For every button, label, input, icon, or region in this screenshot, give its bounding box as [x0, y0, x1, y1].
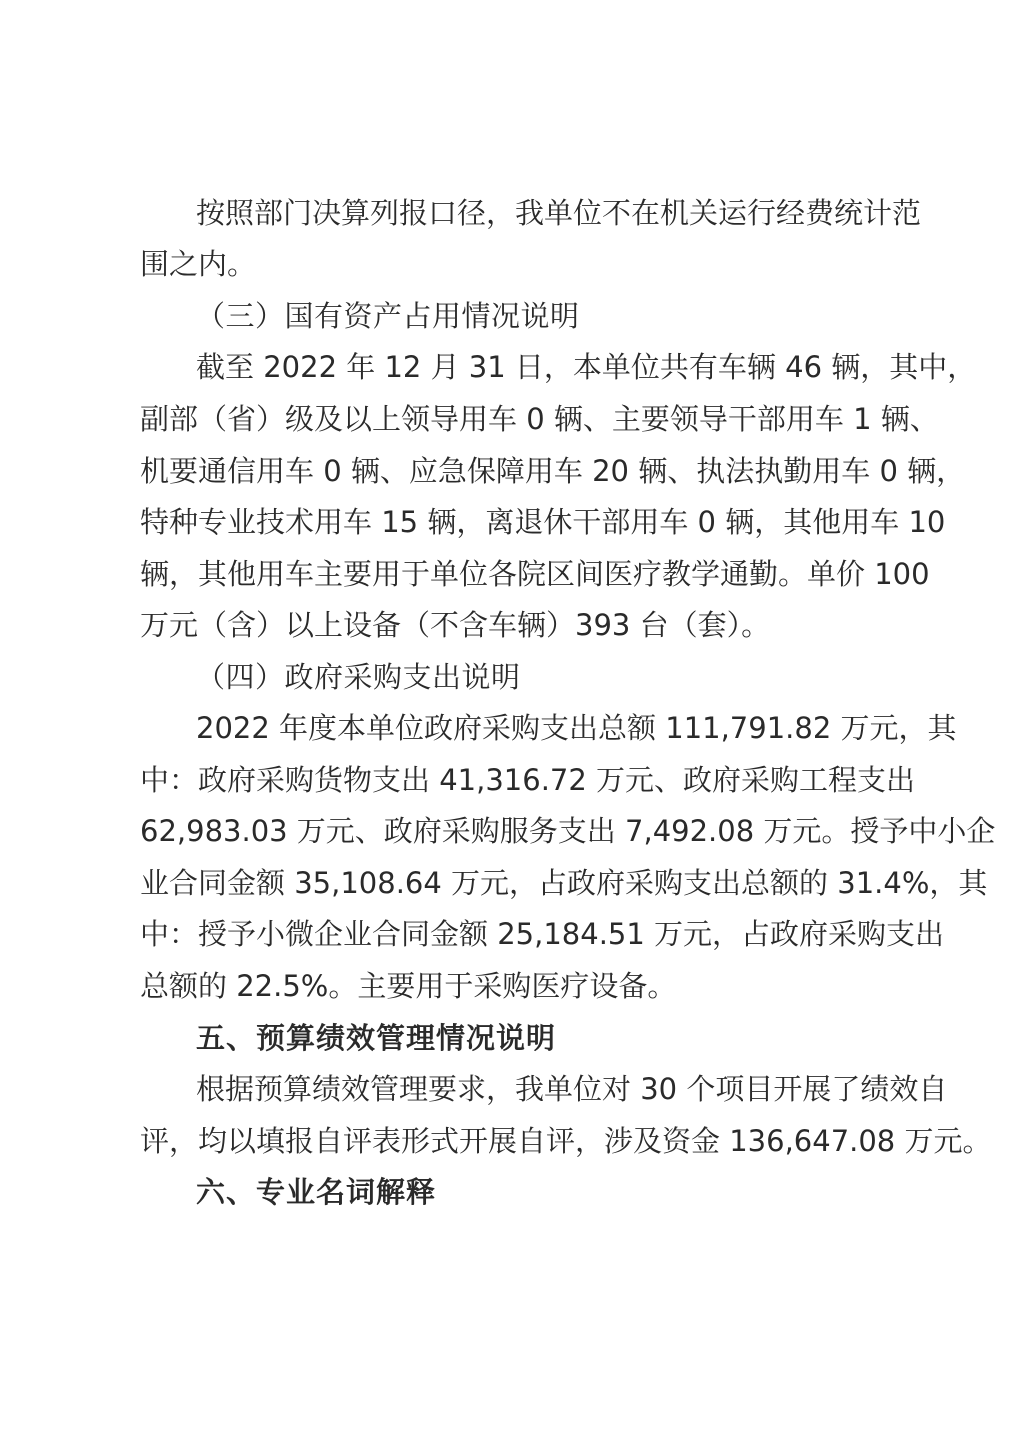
paragraph-line: 评，均以填报自评表形式开展自评，涉及资金 136,647.08 万元。	[140, 1124, 992, 1158]
paragraph-line: 截至 2022 年 12 月 31 日，本单位共有车辆 46 辆，其中，	[196, 350, 977, 384]
paragraph-line: 中：政府采购货物支出 41,316.72 万元、政府采购工程支出	[140, 763, 916, 797]
section-heading-performance: 五、预算绩效管理情况说明	[196, 1021, 557, 1055]
section-heading-glossary: 六、专业名词解释	[196, 1175, 437, 1209]
paragraph-line: 围之内。	[140, 247, 257, 281]
subsection-heading-procurement: （四）政府采购支出说明	[196, 660, 521, 694]
paragraph-line: 辆，其他用车主要用于单位各院区间医疗教学通勤。单价 100	[140, 557, 930, 591]
paragraph-line: 机要通信用车 0 辆、应急保障用车 20 辆、执法执勤用车 0 辆，	[140, 454, 966, 488]
paragraph-line: 业合同金额 35,108.64 万元，占政府采购支出总额的 31.4%，其	[140, 866, 988, 900]
paragraph-line: 62,983.03 万元、政府采购服务支出 7,492.08 万元。授予中小企	[140, 814, 996, 848]
paragraph-line: 特种专业技术用车 15 辆，离退休干部用车 0 辆，其他用车 10	[140, 505, 946, 539]
paragraph-line: 总额的 22.5%。主要用于采购医疗设备。	[140, 969, 677, 1003]
paragraph-line: 按照部门决算列报口径，我单位不在机关运行经费统计范	[196, 196, 922, 230]
paragraph-line: 根据预算绩效管理要求，我单位对 30 个项目开展了绩效自	[196, 1072, 948, 1106]
paragraph-line: 中：授予小微企业合同金额 25,184.51 万元，占政府采购支出	[140, 917, 945, 951]
subsection-heading-assets: （三）国有资产占用情况说明	[196, 299, 580, 333]
paragraph-line: 2022 年度本单位政府采购支出总额 111,791.82 万元，其	[196, 711, 957, 745]
paragraph-line: 副部（省）级及以上领导用车 0 辆、主要领导干部用车 1 辆、	[140, 402, 939, 436]
paragraph-line: 万元（含）以上设备（不含车辆）393 台（套）。	[140, 608, 771, 642]
